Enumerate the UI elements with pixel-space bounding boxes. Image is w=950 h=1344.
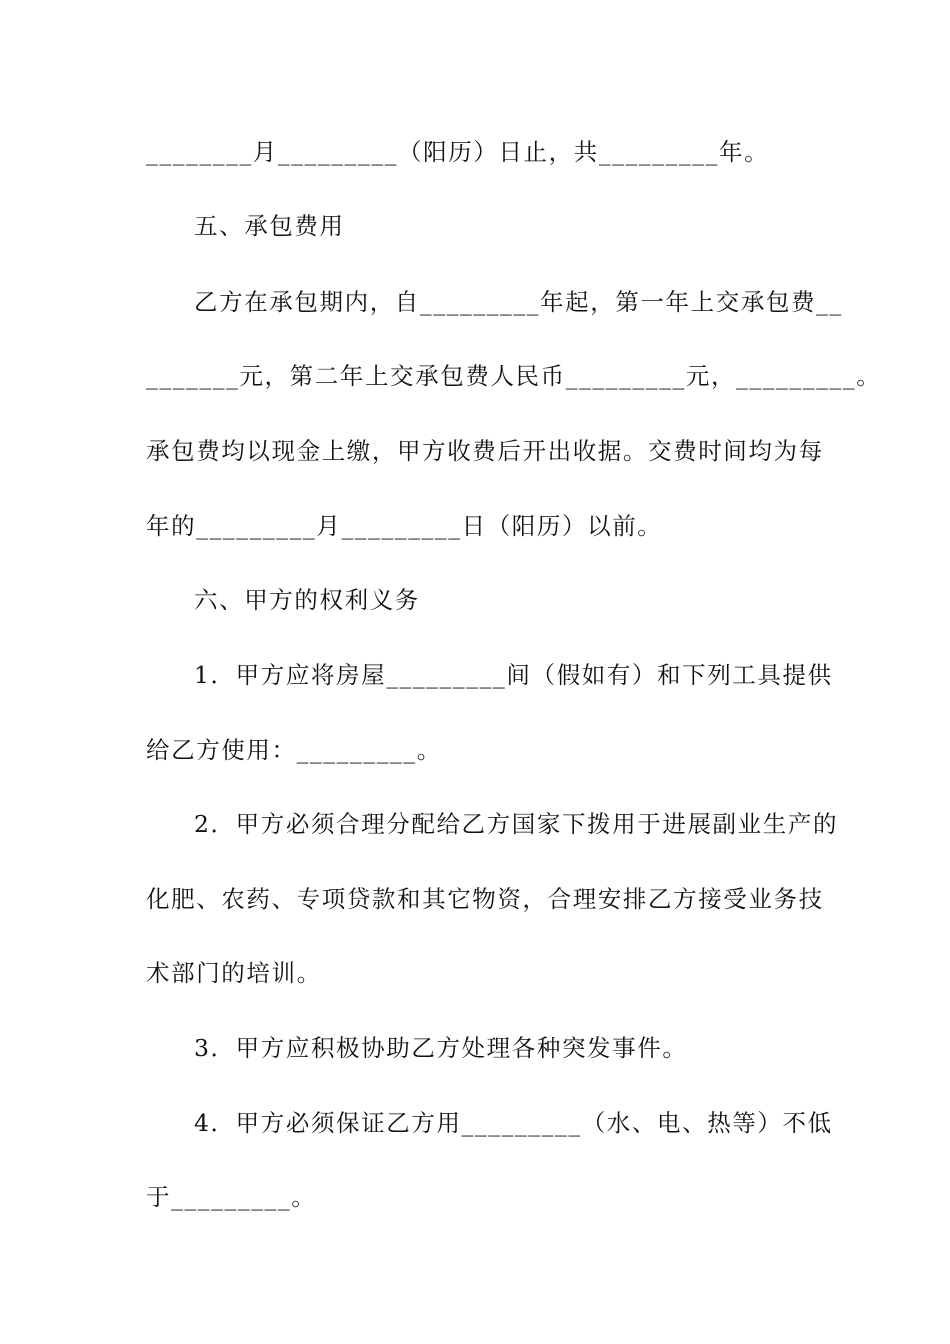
clause-1-line-1: 1．甲方应将房屋_________间（假如有）和下列工具提供 — [194, 661, 833, 689]
contract-line-fees-1: 乙方在承包期内，自_________年起，第一年上交承包费__ — [194, 288, 843, 316]
clause-4-line-2: 于_________。 — [146, 1183, 317, 1211]
clause-2-line-3: 术部门的培训。 — [146, 959, 322, 987]
contract-line-fees-2: _______元，第二年上交承包费人民币_________元，_________。 — [146, 362, 882, 390]
clause-3-line-1: 3．甲方应积极协助乙方处理各种突发事件。 — [194, 1034, 688, 1062]
clause-2-line-1: 2．甲方必须合理分配给乙方国家下拨用于进展副业生产的 — [194, 810, 839, 838]
clause-4-line-1: 4．甲方必须保证乙方用_________（水、电、热等）不低 — [194, 1109, 833, 1137]
section-heading-party-a-rights: 六、甲方的权利义务 — [194, 586, 420, 614]
clause-2-line-2: 化肥、农药、专项贷款和其它物资，合理安排乙方接受业务技 — [146, 885, 824, 913]
clause-1-line-2: 给乙方使用：_________。 — [146, 736, 442, 764]
contract-line-fees-4: 年的_________月_________日（阳历）以前。 — [146, 512, 663, 540]
section-heading-fees: 五、承包费用 — [194, 212, 345, 240]
contract-line-term-end: ________月_________（阳历）日止，共_________年。 — [146, 138, 770, 166]
contract-line-fees-3: 承包费均以现金上缴，甲方收费后开出收据。交费时间均为每 — [146, 437, 824, 465]
